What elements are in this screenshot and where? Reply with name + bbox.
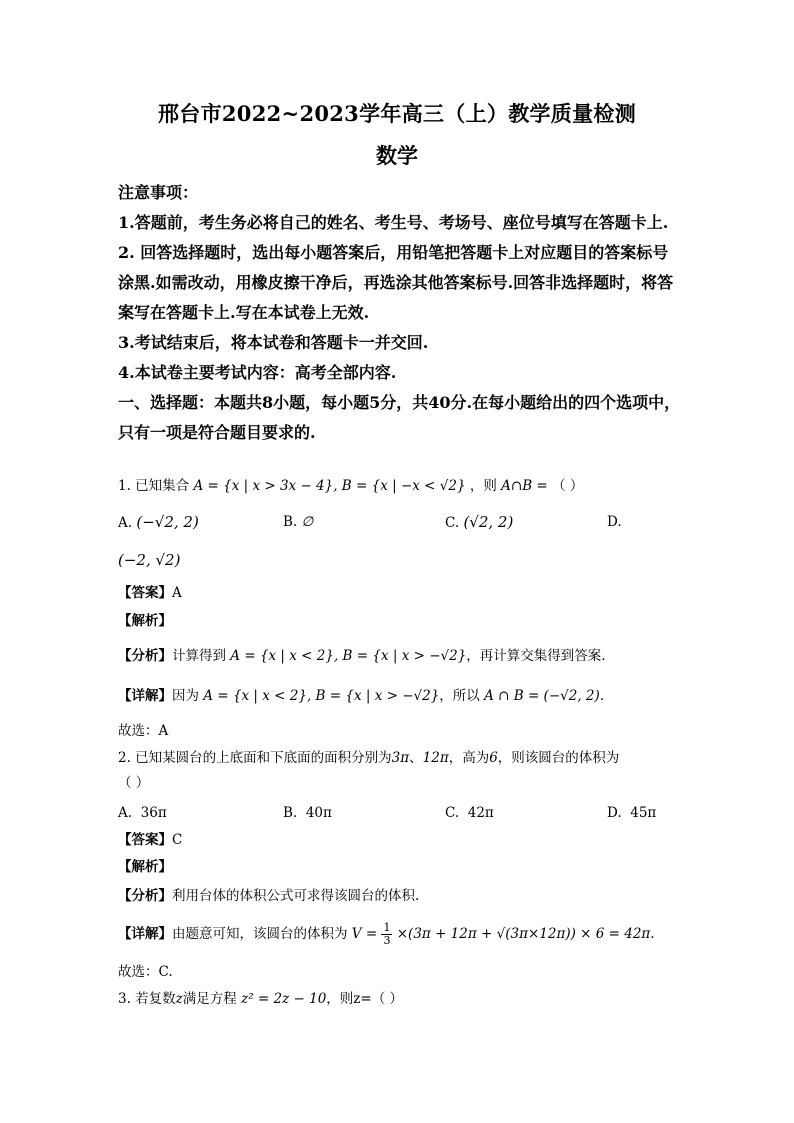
- q1-choice: 故选：A: [118, 723, 169, 739]
- q1-fenxi: 【分析】计算得到 A = {x | x < 2}, B = {x | x > −√2}，再计算交集得到答案.: [118, 648, 606, 664]
- exam-subject: 数学: [376, 143, 418, 168]
- q1-sets: A = {x | x > 3x − 4}, B = {x | −x < √2}: [193, 478, 466, 494]
- q1-option-a: A. (−√2, 2): [118, 513, 199, 531]
- instructions-heading: 注意事项：: [118, 183, 199, 202]
- q2-stem-end: （ ）: [118, 775, 150, 791]
- instructions: [118, 178, 683, 448]
- q1-detail: 【详解】因为 A = {x | x < 2}, B = {x | x > −√2}，所以 A ∩ B = (−√2, 2).: [118, 688, 605, 704]
- q2-analysis: 【解析】: [118, 859, 172, 875]
- instruction-1: 1.答题前，考生务必将自己的姓名、考生号、考场号、座位号填写在答题卡上.: [118, 213, 669, 232]
- q2-fenxi: 【分析】利用台体的体积公式可求得该圆台的体积.: [118, 888, 420, 904]
- instruction-4: 4.本试卷主要考试内容：高考全部内容.: [118, 363, 397, 382]
- q2-option-c: C. 42π: [445, 805, 494, 821]
- instruction-3: 3.考试结束后，将本试卷和答题卡一并交回.: [118, 333, 429, 352]
- q2-stem: 2. 已知某圆台的上底面和下底面的面积分别为3π、12π，高为6，则该圆台的体积为: [118, 750, 620, 766]
- instruction-2: 2. 回答选择题时，选出每小题答案后，用铅笔把答题卡上对应题目的答案标号涂黑.如需改动，用橡皮擦干净后，再选涂其他答案标号.回答非选择题时，将答案写在答题卡上.写在本试卷上无效.: [118, 243, 674, 322]
- q2-answer: 【答案】C: [118, 832, 183, 848]
- q2-choice: 故选：C.: [118, 964, 173, 980]
- q2-option-b: B. 40π: [283, 805, 332, 821]
- q3-stem: 3. 若复数z满足方程 z² = 2z − 10，则z=（ ）: [118, 991, 404, 1007]
- section-heading: 一、选择题：本题共8小题，每小题5分，共40分.在每小题给出的四个选项中，只有一项是符合题目要求的.: [118, 393, 681, 442]
- one-third-fraction: $\frac{1}{3}$: [383, 921, 391, 947]
- q1-answer: 【答案】A: [118, 585, 182, 601]
- q1-option-c: C. (√2, 2): [445, 513, 514, 531]
- q1-analysis: 【解析】: [118, 613, 172, 629]
- q1-option-b: B. ∅: [283, 514, 314, 530]
- q1-option-d-value: (−2, √2): [118, 551, 181, 569]
- exam-title: 邢台市2022~2023学年高三（上）教学质量检测: [158, 101, 636, 126]
- q2-option-d: D. 45π: [607, 805, 657, 821]
- q2-option-a: A. 36π: [118, 805, 167, 821]
- q1-option-d-label: D.: [607, 514, 622, 530]
- q2-detail: 【详解】由题意可知，该圆台的体积为 V = $\frac{1}{3}$ ×(3π + 12π + √(3π×12π)) × 6 = 42π.: [118, 921, 655, 947]
- q1-stem: 1. 已知集合 A = {x | x > 3x − 4}, B = {x | −x < √2} ，则 A∩B = （ ）: [118, 478, 584, 494]
